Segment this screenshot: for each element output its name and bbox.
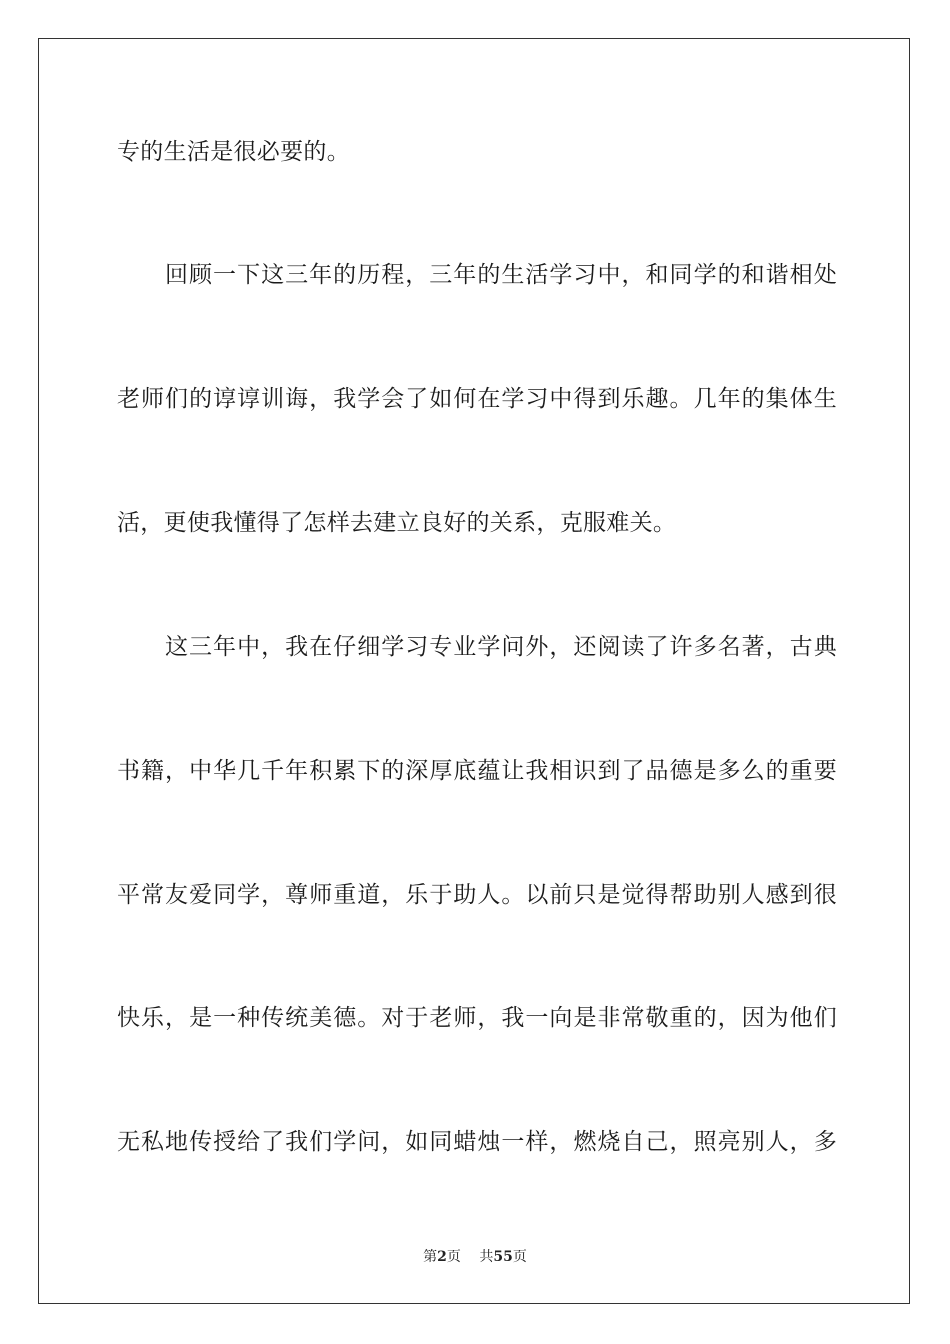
total-prefix: 共 bbox=[479, 1249, 494, 1265]
text-line-8: 快乐，是一种传统美德。对于老师，我一向是非常敬重的，因为他们 bbox=[117, 1005, 837, 1031]
page-prefix: 第 bbox=[423, 1249, 438, 1265]
text-line-1: 专的生活是很必要的。 bbox=[117, 139, 350, 165]
total-number: 55 bbox=[493, 1249, 513, 1265]
total-suffix: 页 bbox=[512, 1249, 527, 1265]
text-line-5: 这三年中，我在仔细学习专业学问外，还阅读了许多名著，古典 bbox=[165, 634, 837, 660]
text-line-6: 书籍，中华几千年积累下的深厚底蕴让我相识到了品德是多么的重要 bbox=[117, 758, 837, 784]
text-line-7: 平常友爱同学，尊师重道，乐于助人。以前只是觉得帮助别人感到很 bbox=[117, 882, 837, 908]
page-footer bbox=[0, 1248, 950, 1266]
page-indicator bbox=[423, 1248, 461, 1266]
text-line-9: 无私地传授给了我们学问，如同蜡烛一样，燃烧自己，照亮别人，多 bbox=[117, 1129, 837, 1155]
page-border bbox=[38, 38, 910, 1304]
text-line-4: 活，更使我懂得了怎样去建立良好的关系，克服难关。 bbox=[117, 510, 677, 536]
page-number: 2 bbox=[437, 1249, 447, 1265]
text-line-3: 老师们的谆谆训诲，我学会了如何在学习中得到乐趣。几年的集体生 bbox=[117, 386, 837, 412]
text-line-2: 回顾一下这三年的历程，三年的生活学习中，和同学的和谐相处 bbox=[165, 262, 837, 288]
page-suffix: 页 bbox=[446, 1249, 461, 1265]
total-pages-indicator bbox=[479, 1248, 526, 1266]
